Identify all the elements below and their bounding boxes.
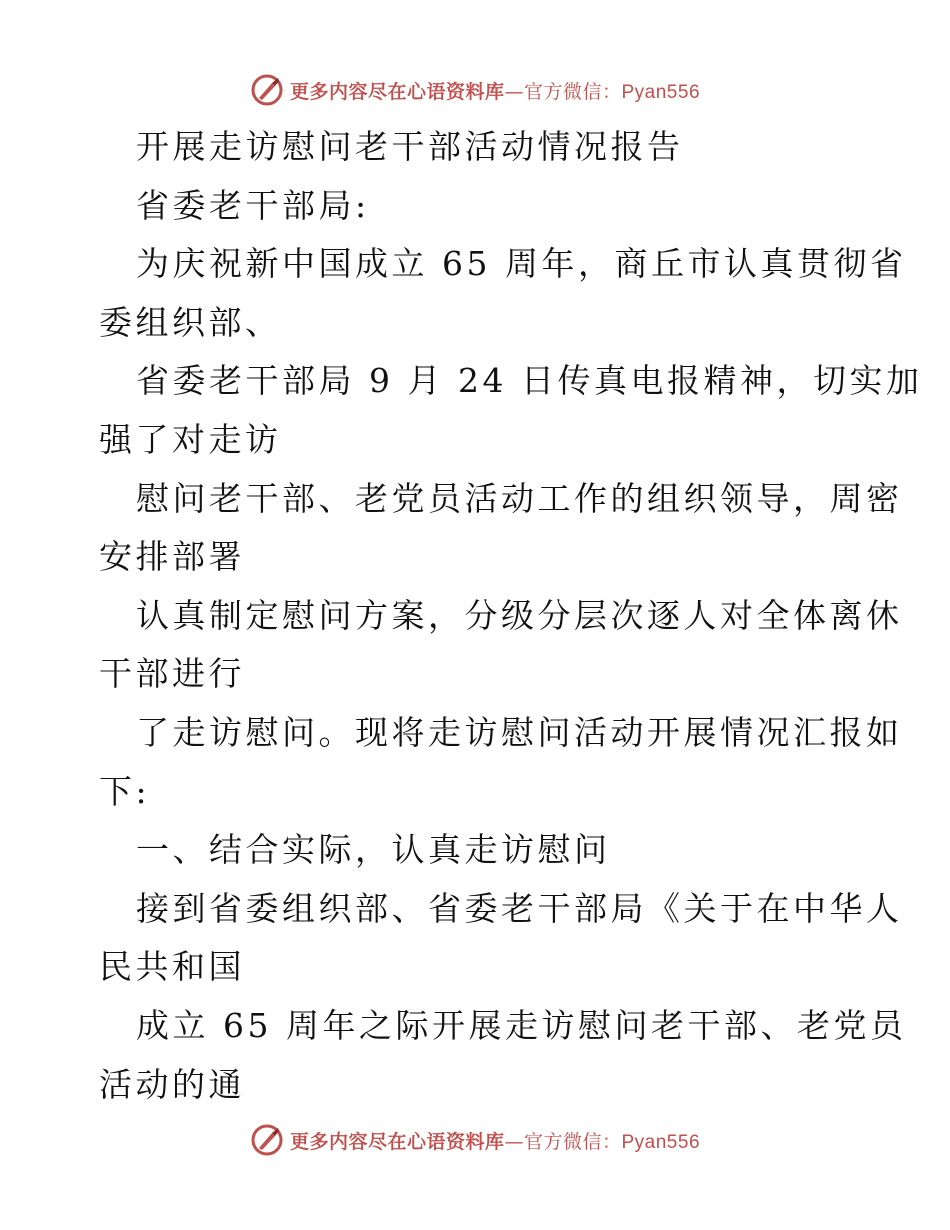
- footer-banner: [0, 1120, 950, 1160]
- text-line: 省委老干部局 9 月 24 日传真电报精神，切实加: [136, 361, 923, 401]
- text-line: 慰问老干部、老党员活动工作的组织领导，周密: [136, 478, 903, 518]
- text-line: 强了对走访: [99, 419, 282, 459]
- text-line: 委组织部、: [99, 302, 282, 342]
- text-line: 下:: [99, 771, 151, 811]
- header-banner: [0, 70, 950, 110]
- text-line: 民共和国: [99, 947, 245, 987]
- banner-text: [290, 1127, 700, 1154]
- quill-logo-icon: [250, 73, 284, 107]
- banner-text: [290, 77, 700, 104]
- text-line: 安排部署: [99, 537, 245, 577]
- banner-wechat-id: Pyan556: [621, 81, 701, 103]
- quill-logo-icon: [250, 1123, 284, 1157]
- text-line: 省委老干部局:: [136, 185, 370, 225]
- text-line: 活动的通: [99, 1064, 245, 1104]
- banner-dash: —: [504, 1130, 524, 1153]
- text-line: 干部进行: [99, 654, 245, 694]
- text-line: 成立 65 周年之际开展走访慰问老干部、老党员: [136, 1005, 907, 1045]
- banner-dash: —: [504, 80, 524, 103]
- banner-title: 更多内容尽在心语资料库: [289, 80, 505, 103]
- text-line: 接到省委组织部、省委老干部局《关于在中华人: [136, 888, 903, 928]
- banner-wechat-label: 官方微信：: [523, 80, 622, 103]
- text-line: 了走访慰问。现将走访慰问活动开展情况汇报如: [136, 712, 903, 752]
- banner-title: 更多内容尽在心语资料库: [289, 1130, 505, 1153]
- text-line: 认真制定慰问方案，分级分层次逐人对全体离休: [136, 595, 903, 635]
- banner-wechat-id: Pyan556: [621, 1131, 701, 1153]
- text-line: 一、结合实际，认真走访慰问: [136, 830, 611, 870]
- banner-wechat-label: 官方微信：: [523, 1130, 622, 1153]
- document-body: [0, 118, 950, 1114]
- text-line: 开展走访慰问老干部活动情况报告: [136, 127, 684, 166]
- text-line: 为庆祝新中国成立 65 周年，商丘市认真贯彻省: [136, 244, 907, 284]
